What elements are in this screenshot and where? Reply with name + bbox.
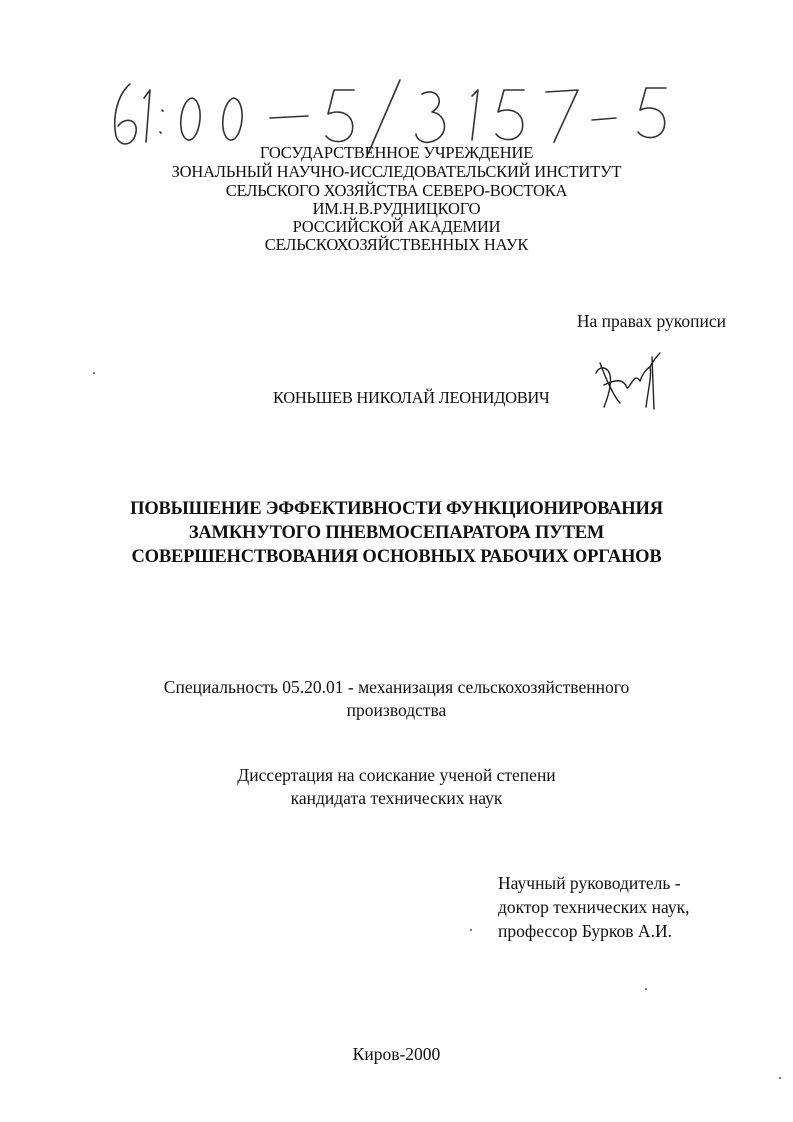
author-signature — [590, 345, 670, 415]
title-line-1: ПОВЫШЕНИЕ ЭФФЕКТИВНОСТИ ФУНКЦИОНИРОВАНИЯ — [130, 499, 663, 519]
institution-line-5: РОССИЙСКОЙ АКАДЕМИИ — [292, 217, 501, 236]
degree-line-2: кандидата технических наук — [290, 788, 503, 808]
city-year: Киров-2000 — [352, 1044, 441, 1064]
manuscript-rights-note: На правах рукописи — [576, 311, 726, 331]
institution-line-3: СЕЛЬСКОГО ХОЗЯЙСТВА СЕВЕРО-ВОСТОКА — [225, 181, 568, 200]
scan-speck — [645, 988, 647, 990]
specialty-line-2: производства — [346, 700, 447, 720]
institution-line-6: СЕЛЬСКОХОЗЯЙСТВЕННЫХ НАУК — [264, 235, 529, 254]
institution-line-1: ГОСУДАРСТВЕННОЕ УЧРЕЖДЕНИЕ — [259, 143, 534, 162]
title-line-3: СОВЕРШЕНСТВОВАНИЯ ОСНОВНЫХ РАБОЧИХ ОРГАНОВ — [131, 547, 662, 567]
institution-line-2: ЗОНАЛЬНЫЙ НАУЧНО-ИССЛЕДОВАТЕЛЬСКИЙ ИНСТИТУТ — [171, 162, 622, 181]
supervisor-line-1: Научный руководитель - — [498, 873, 681, 893]
title-line-2: ЗАМКНУТОГО ПНЕВМОСЕПАРАТОРА ПУТЕМ — [188, 523, 605, 543]
supervisor-line-3: профессор Бурков А.И. — [498, 921, 672, 941]
scan-speck — [470, 929, 472, 931]
supervisor-block — [498, 871, 690, 943]
scan-speck — [779, 1077, 781, 1079]
author-name: КОНЬШЕВ НИКОЛАЙ ЛЕОНИДОВИЧ — [273, 388, 550, 407]
degree-line-1: Диссертация на соискание ученой степени — [237, 765, 556, 785]
specialty-line-1: Специальность 05.20.01 - механизация сельскохозяйственного — [163, 677, 630, 697]
institution-line-4: ИМ.Н.В.РУДНИЦКОГО — [312, 199, 481, 218]
scan-speck — [93, 372, 95, 374]
supervisor-line-2: доктор технических наук, — [498, 897, 690, 917]
